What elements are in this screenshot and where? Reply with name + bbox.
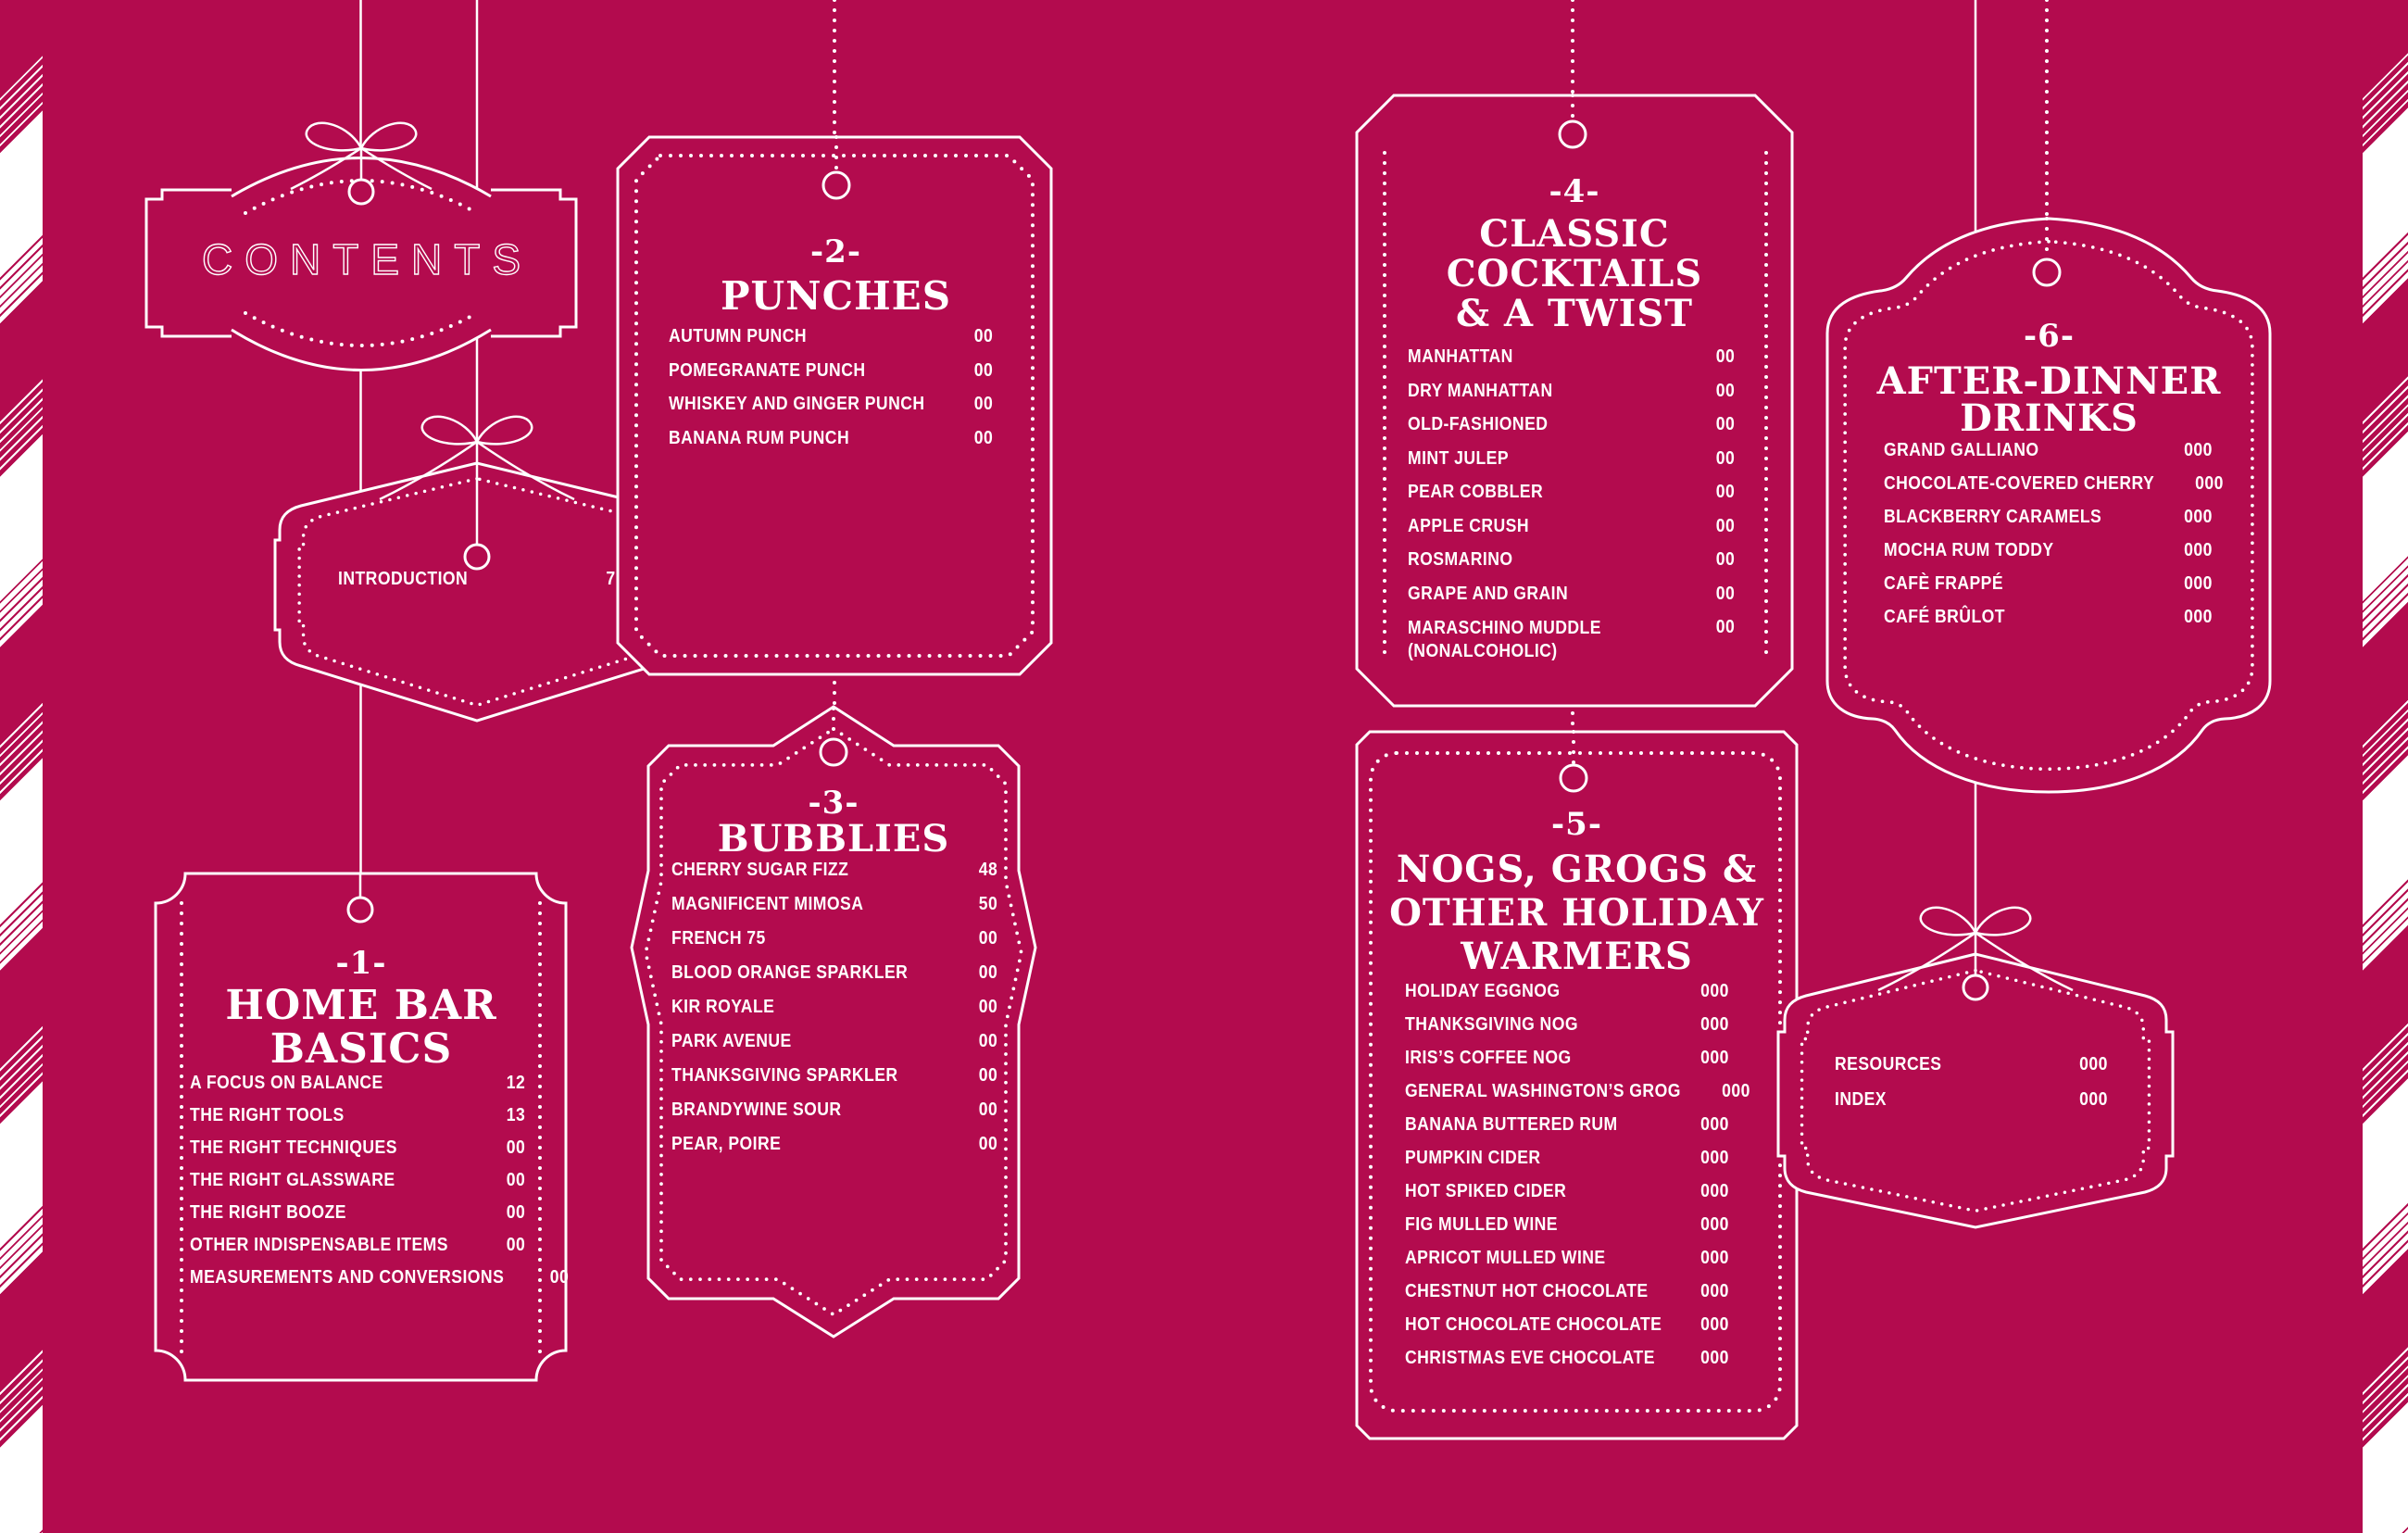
toc-entry-page: 000 (1700, 1214, 1729, 1235)
toc-row[interactable] (1884, 573, 2213, 607)
toc-entry-label: MAGNIFICENT MIMOSA (671, 894, 864, 914)
contents-tag (139, 111, 583, 398)
toc-row[interactable] (190, 1105, 525, 1137)
toc-row[interactable] (671, 894, 997, 928)
toc-row[interactable] (1408, 448, 1735, 483)
toc-entry-page: 000 (1700, 1248, 1729, 1268)
toc-row[interactable] (669, 428, 993, 462)
toc-entry-page: 00 (1715, 617, 1735, 637)
toc-entry-page: 000 (2184, 607, 2213, 627)
toc-row[interactable] (1884, 507, 2213, 540)
chapter-6-tag (1811, 204, 2288, 815)
backmatter-tag (1760, 912, 2191, 1246)
toc-entry-label: APPLE CRUSH (1408, 515, 1529, 536)
toc-row[interactable] (671, 1031, 997, 1065)
toc-row[interactable] (669, 360, 993, 395)
toc-row[interactable] (1405, 981, 1729, 1014)
toc-row[interactable] (1405, 1148, 1729, 1181)
toc-entry-label: HOT SPIKED CIDER (1405, 1181, 1567, 1201)
toc-entry-page: 00 (978, 962, 997, 983)
toc-entry-page: 000 (1700, 1114, 1729, 1135)
toc-entry-page: 13 (506, 1105, 525, 1125)
toc-entry-page: 00 (978, 1099, 997, 1120)
toc-row[interactable] (1408, 617, 1735, 661)
toc-entry-page: 000 (1700, 1014, 1729, 1035)
chapter-4-title-line: CLASSIC (1479, 212, 1670, 256)
toc-entry-label: MOCHA RUM TODDY (1884, 540, 2054, 560)
toc-entry-page: 000 (1700, 1314, 1730, 1335)
toc-entry-page: 00 (506, 1137, 525, 1158)
toc-row[interactable] (190, 1137, 525, 1170)
toc-entry-label: PEAR COBBLER (1408, 482, 1544, 502)
toc-entry-label: CHOCOLATE-COVERED CHERRY (1884, 473, 2155, 494)
toc-entry-page: 000 (1700, 1281, 1729, 1301)
toc-row[interactable] (1408, 549, 1735, 584)
toc-entry-label: FIG MULLED WINE (1405, 1214, 1558, 1235)
toc-entry-label: OTHER INDISPENSABLE ITEMS (190, 1235, 448, 1255)
toc-entry-label: THANKSGIVING SPARKLER (671, 1065, 898, 1086)
toc-entry-page: 12 (506, 1073, 525, 1093)
toc-entry-page: 00 (978, 1134, 997, 1154)
toc-row[interactable] (1405, 1181, 1729, 1214)
chapter-6-title-line: DRINKS (1960, 396, 2138, 440)
chapter-1-title-line: HOME BAR (225, 982, 497, 1029)
toc-entry-page: 00 (506, 1170, 525, 1190)
toc-entry-label: AUTUMN PUNCH (669, 326, 808, 346)
chapter-3-title-line: BUBBLIES (717, 817, 950, 861)
toc-entry-label: HOLIDAY EGGNOG (1405, 981, 1561, 1001)
toc-entry-page: 00 (973, 359, 993, 381)
toc-row[interactable] (1884, 440, 2213, 473)
toc-entry-label: WHISKEY AND GINGER PUNCH (669, 394, 925, 414)
toc-row[interactable] (1408, 482, 1735, 516)
toc-entry-page: 000 (1700, 1348, 1729, 1368)
contents-title: CONTENTS (202, 235, 533, 283)
toc-entry-page: 00 (973, 427, 993, 448)
toc-entry-label: A FOCUS ON BALANCE (190, 1073, 383, 1093)
toc-entry-page: 000 (2184, 573, 2213, 594)
toc-row-introduction[interactable] (338, 569, 616, 595)
toc-entry-page: 00 (506, 1202, 525, 1223)
chapter-4-title-line: & A TWIST (1455, 292, 1694, 335)
toc-entry-label: DRY MANHATTAN (1408, 380, 1553, 401)
toc-entry-page: 00 (978, 1065, 997, 1086)
toc-entry-label: PEAR, POIRE (671, 1134, 782, 1154)
toc-row[interactable] (1405, 1114, 1729, 1148)
toc-row[interactable] (1408, 414, 1735, 448)
chapter-1-tag (139, 852, 583, 1403)
toc-entry-page: 000 (1700, 1181, 1729, 1201)
toc-row[interactable] (190, 1267, 569, 1300)
toc-entry-page: 000 (1722, 1081, 1751, 1101)
toc-entry-label: INDEX (1835, 1089, 1887, 1110)
toc-entry-page: 00 (1715, 346, 1735, 367)
chapter-6-title-line: AFTER-DINNER (1876, 359, 2222, 403)
toc-row[interactable] (1408, 516, 1735, 550)
chapter-5-tag (1343, 718, 1811, 1459)
toc-entry-label: GENERAL WASHINGTON’S GROG (1405, 1081, 1681, 1101)
toc-entry-label: CAFÈ FRAPPÉ (1884, 573, 2004, 594)
toc-entry-page: 00 (549, 1267, 569, 1288)
toc-row[interactable] (190, 1235, 525, 1267)
toc-entry-page: 00 (1715, 583, 1735, 604)
toc-entry-label: APRICOT MULLED WINE (1405, 1248, 1606, 1268)
toc-entry-page: 00 (1715, 414, 1735, 434)
toc-entry-label: CAFÉ BRÛLOT (1884, 607, 2005, 627)
chapter-4-number: -4- (1549, 173, 1600, 210)
toc-row[interactable] (671, 962, 997, 997)
toc-entry-page: 000 (2079, 1089, 2108, 1110)
toc-row[interactable] (671, 860, 997, 894)
chapter-4-tag (1343, 88, 1806, 718)
toc-row[interactable] (1405, 1214, 1729, 1248)
toc-row[interactable] (1405, 1014, 1729, 1048)
toc-row[interactable] (1405, 1314, 1729, 1348)
toc-entry-page: 00 (1715, 380, 1735, 401)
toc-entry-page: 50 (978, 894, 997, 914)
toc-entry-label: MARASCHINO MUDDLE (NONALCOHOLIC) (1408, 618, 1601, 661)
toc-row[interactable] (1408, 346, 1735, 381)
toc-entry-label: THE RIGHT TECHNIQUES (190, 1137, 397, 1158)
chapter-2-title-line: PUNCHES (720, 273, 952, 319)
toc-entry-label: PUMPKIN CIDER (1405, 1148, 1541, 1168)
toc-entry-label: MINT JULEP (1408, 447, 1510, 469)
toc-entry-label: CHRISTMAS EVE CHOCOLATE (1405, 1348, 1655, 1368)
toc-entry-page: 00 (1715, 549, 1735, 570)
toc-entry-label: HOT CHOCOLATE CHOCOLATE (1405, 1314, 1662, 1335)
toc-entry-label: THE RIGHT GLASSWARE (190, 1170, 395, 1190)
toc-entry-label: BANANA RUM PUNCH (669, 427, 850, 448)
toc-row[interactable] (671, 1099, 997, 1134)
toc-entry-label: THE RIGHT BOOZE (190, 1202, 346, 1223)
toc-row[interactable] (1405, 1348, 1729, 1381)
chapter-6-number: -6- (2024, 318, 2075, 355)
toc-row[interactable] (1884, 473, 2224, 507)
toc-row[interactable] (1405, 1248, 1729, 1281)
toc-entry-page: 00 (973, 394, 993, 414)
toc-entry-page: 000 (1700, 1048, 1729, 1068)
chapter-1-number: -1- (335, 945, 387, 982)
toc-row[interactable] (1408, 584, 1735, 618)
toc-entry-page: 48 (978, 860, 997, 880)
toc-entry-label: ROSMARINO (1408, 549, 1513, 570)
toc-entry-page: 00 (978, 997, 997, 1017)
toc-entry-page: 00 (1715, 515, 1735, 536)
toc-entry-label: RESOURCES (1835, 1054, 1942, 1074)
toc-row[interactable] (1405, 1081, 1751, 1114)
toc-entry-page: 00 (978, 928, 997, 949)
toc-entry-page: 000 (2184, 540, 2213, 560)
toc-row[interactable] (671, 928, 997, 962)
toc-entry-page: 000 (2079, 1054, 2108, 1074)
toc-entry-page: 000 (2195, 473, 2224, 494)
toc-entry-label: BLACKBERRY CARAMELS (1884, 507, 2102, 527)
toc-row[interactable] (1405, 1048, 1729, 1081)
toc-row[interactable] (190, 1073, 525, 1105)
chapter-2-number: -2- (810, 233, 861, 270)
toc-entry-page: 00 (506, 1235, 525, 1255)
chapter-2-tag (607, 125, 1065, 690)
toc-row[interactable] (671, 1065, 997, 1099)
chapter-3-tag (616, 690, 1051, 1352)
chapter-4-title-line: COCKTAILS (1446, 252, 1703, 295)
toc-entry-page: 00 (1715, 482, 1735, 502)
toc-entry-page: 00 (1715, 447, 1735, 469)
toc-row-index[interactable] (1835, 1089, 2108, 1125)
toc-row[interactable] (190, 1170, 525, 1202)
toc-entry-label: THANKSGIVING NOG (1405, 1014, 1578, 1035)
toc-entry-label: PARK AVENUE (671, 1031, 792, 1051)
toc-row[interactable] (671, 1134, 997, 1168)
toc-entry-page: 000 (1700, 981, 1729, 1001)
toc-row[interactable] (669, 394, 993, 428)
toc-entry-label: GRAND GALLIANO (1884, 440, 2039, 460)
toc-entry-label: THE RIGHT TOOLS (190, 1105, 345, 1125)
toc-row[interactable] (190, 1202, 525, 1235)
toc-entry-label: CHESTNUT HOT CHOCOLATE (1405, 1281, 1649, 1301)
toc-row[interactable] (1405, 1281, 1729, 1314)
chapter-3-number: -3- (808, 785, 859, 822)
toc-entry-page: 7 (606, 569, 616, 589)
toc-row[interactable] (1884, 607, 2213, 640)
toc-row[interactable] (671, 997, 997, 1031)
toc-entry-page: 00 (973, 326, 993, 346)
toc-entry-label: IRIS’S COFFEE NOG (1405, 1048, 1572, 1068)
toc-row[interactable] (1884, 540, 2213, 573)
toc-row-resources[interactable] (1835, 1054, 2108, 1089)
toc-entry-page: 000 (1700, 1148, 1729, 1168)
chapter-5-title-line: WARMERS (1461, 935, 1693, 978)
toc-entry-label: OLD-FASHIONED (1408, 414, 1549, 434)
chapter-5-title-line: OTHER HOLIDAY (1389, 891, 1764, 935)
chapter-5-title-line: NOGS, GROGS & (1396, 848, 1758, 891)
toc-entry-label: POMEGRANATE PUNCH (669, 359, 866, 381)
toc-row[interactable] (1408, 381, 1735, 415)
chapter-1-title-line: BASICS (270, 1025, 453, 1073)
toc-entry-label: BANANA BUTTERED RUM (1405, 1114, 1618, 1135)
toc-entry-label: BLOOD ORANGE SPARKLER (671, 962, 909, 983)
chapter-5-number: -5- (1551, 806, 1602, 843)
toc-entry-label: KIR ROYALE (671, 997, 775, 1017)
toc-entry-page: 000 (2184, 440, 2213, 460)
toc-entry-label: MANHATTAN (1408, 346, 1513, 367)
toc-entry-page: 000 (2184, 507, 2213, 527)
toc-entry-label: INTRODUCTION (338, 569, 469, 589)
toc-entry-label: MEASUREMENTS AND CONVERSIONS (190, 1267, 505, 1288)
toc-row[interactable] (669, 326, 993, 360)
toc-entry-label: BRANDYWINE SOUR (671, 1099, 842, 1120)
toc-entry-page: 00 (978, 1031, 997, 1051)
toc-entry-label: GRAPE AND GRAIN (1408, 583, 1569, 604)
toc-entry-label: CHERRY SUGAR FIZZ (671, 860, 849, 880)
toc-entry-label: FRENCH 75 (671, 928, 766, 949)
